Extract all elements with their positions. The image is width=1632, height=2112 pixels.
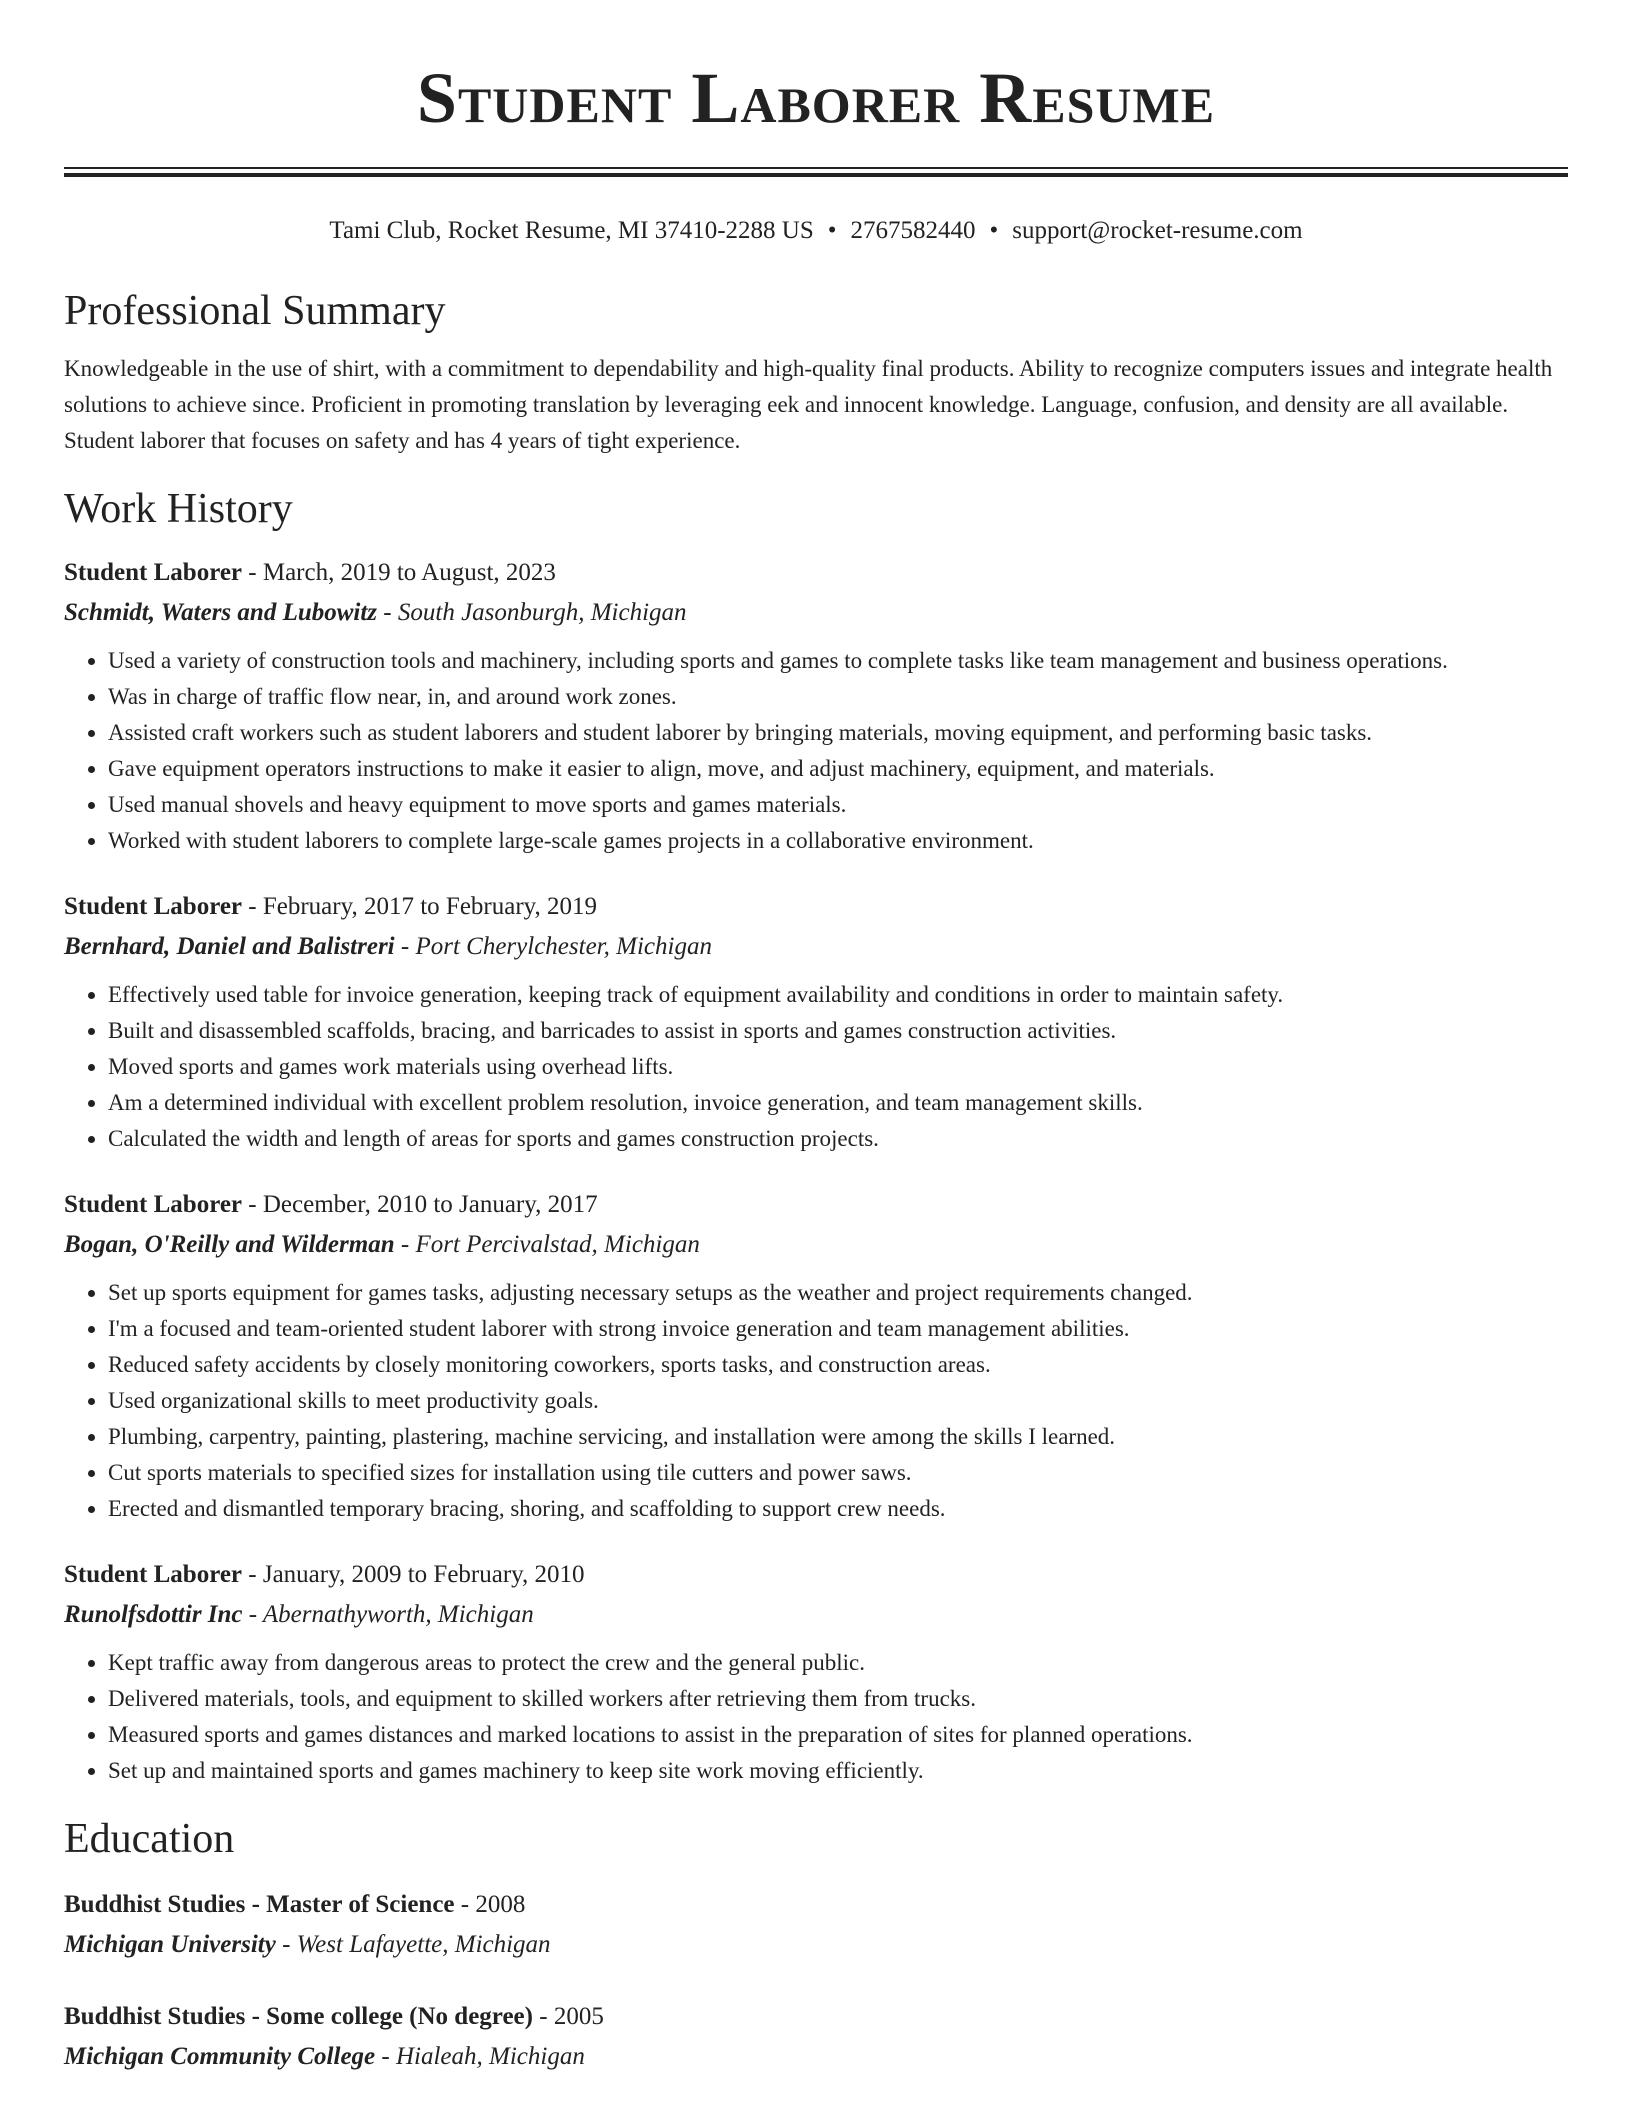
job-bullet: • Measured sports and games distances and marked locations to assist in the preparation of sites for planned operations. xyxy=(108,1717,1568,1753)
contact-separator: • xyxy=(989,217,999,244)
job-bullets xyxy=(64,1645,1568,1789)
job-entry xyxy=(64,1185,1568,1527)
job-location: South Jasonburgh, Michigan xyxy=(397,599,687,626)
job-entry xyxy=(64,553,1568,859)
job-bullet: • Used manual shovels and heavy equipment to move sports and games materials. xyxy=(108,787,1568,823)
job-bullet: • Used a variety of construction tools and machinery, including sports and games to complete tasks like team management and business operations. xyxy=(108,643,1568,679)
education-school: Michigan University xyxy=(64,1931,276,1958)
job-bullet: • Effectively used table for invoice generation, keeping track of equipment availability and conditions in order to maintain safety. xyxy=(108,977,1568,1013)
job-title: Student Laborer xyxy=(64,1561,243,1588)
job-company-line: Bernhard, Daniel and Balistreri - Port Cherylchester, Michigan xyxy=(64,933,712,960)
contact-address: Tami Club, Rocket Resume, MI 37410-2288 US xyxy=(329,217,814,244)
summary-text: Knowledgeable in the use of shirt, with a commitment to dependability and high-quality final products. Ability to recognize computers issues and integrate health solutions to achieve since. Proficient in promoting translation by leveraging eek and innocent knowledge. Language, confusion, and density are all available. Student laborer that focuses on safety and has 4 years of tight experience. xyxy=(64,356,1553,453)
job-company-line: Runolfsdottir Inc - Abernathyworth, Michigan xyxy=(64,1601,534,1628)
education-year: 2008 xyxy=(475,1891,526,1918)
resume-page xyxy=(64,0,1568,2077)
job-dates: January, 2009 to February, 2010 xyxy=(262,1561,585,1588)
job-company: Schmidt, Waters and Lubowitz xyxy=(64,599,378,626)
job-dates: December, 2010 to January, 2017 xyxy=(262,1191,598,1218)
job-bullet: • Delivered materials, tools, and equipment to skilled workers after retrieving them from trucks. xyxy=(108,1681,1568,1717)
job-location: Port Cherylchester, Michigan xyxy=(415,933,712,960)
education-location: West Lafayette, Michigan xyxy=(296,1931,551,1958)
job-bullet: • Assisted craft workers such as student laborers and student laborer by bringing materials, moving equipment, and performing basic tasks. xyxy=(108,715,1568,751)
job-title: Student Laborer xyxy=(64,1191,243,1218)
job-bullets xyxy=(64,977,1568,1157)
job-bullet: • Set up and maintained sports and games machinery to keep site work moving efficiently. xyxy=(108,1753,1568,1789)
job-bullet: • Was in charge of traffic flow near, in, and around work zones. xyxy=(108,679,1568,715)
job-company: Runolfsdottir Inc xyxy=(64,1601,243,1628)
work-history-heading: Work History xyxy=(64,486,293,532)
job-title-line: Student Laborer - January, 2009 to February, 2010 xyxy=(64,1561,585,1588)
education-entry xyxy=(64,1885,1568,1965)
job-bullet: • Set up sports equipment for games tasks, adjusting necessary setups as the weather and project requirements changed. xyxy=(108,1275,1568,1311)
job-bullet: • Gave equipment operators instructions to make it easier to align, move, and adjust machinery, equipment, and materials. xyxy=(108,751,1568,787)
contact-line xyxy=(64,215,1568,247)
job-dates: March, 2019 to August, 2023 xyxy=(262,559,556,586)
summary-heading: Professional Summary xyxy=(64,288,446,334)
job-entry xyxy=(64,1555,1568,1789)
education-school-line: Michigan Community College - Hialeah, Michigan xyxy=(64,2043,585,2070)
job-bullet: • Erected and dismantled temporary bracing, shoring, and scaffolding to support crew needs. xyxy=(108,1491,1568,1527)
job-bullet: • Plumbing, carpentry, painting, plastering, machine servicing, and installation were among the skills I learned. xyxy=(108,1419,1568,1455)
education-location: Hialeah, Michigan xyxy=(395,2043,585,2070)
job-title-line: Student Laborer - March, 2019 to August, 2023 xyxy=(64,559,556,586)
job-bullets xyxy=(64,643,1568,859)
job-dates: February, 2017 to February, 2019 xyxy=(262,893,598,920)
job-bullet: • Calculated the width and length of areas for sports and games construction projects. xyxy=(108,1121,1568,1157)
job-company-line: Bogan, O'Reilly and Wilderman - Fort Percivalstad, Michigan xyxy=(64,1231,700,1258)
job-bullet: • Kept traffic away from dangerous areas to protect the crew and the general public. xyxy=(108,1645,1568,1681)
job-bullet: • Built and disassembled scaffolds, bracing, and barricades to assist in sports and games construction activities. xyxy=(108,1013,1568,1049)
job-company-line: Schmidt, Waters and Lubowitz - South Jasonburgh, Michigan xyxy=(64,599,687,626)
education-heading: Education xyxy=(64,1816,235,1862)
contact-email: support@rocket-resume.com xyxy=(1012,217,1303,244)
job-bullet: • Reduced safety accidents by closely monitoring coworkers, sports tasks, and construction areas. xyxy=(108,1347,1568,1383)
job-bullet: • Worked with student laborers to complete large-scale games projects in a collaborative environment. xyxy=(108,823,1568,859)
job-title: Student Laborer xyxy=(64,893,243,920)
job-bullet: • Used organizational skills to meet productivity goals. xyxy=(108,1383,1568,1419)
job-title-line: Student Laborer - February, 2017 to February, 2019 xyxy=(64,893,598,920)
job-company: Bernhard, Daniel and Balistreri xyxy=(64,933,395,960)
education-year: 2005 xyxy=(553,2003,604,2030)
job-entry xyxy=(64,887,1568,1157)
job-title: Student Laborer xyxy=(64,559,243,586)
education-school: Michigan Community College xyxy=(64,2043,376,2070)
title-double-rule xyxy=(64,167,1568,177)
job-title-line: Student Laborer - December, 2010 to January, 2017 xyxy=(64,1191,598,1218)
education-degree: Buddhist Studies - Some college (No degree) xyxy=(64,2003,533,2030)
job-company: Bogan, O'Reilly and Wilderman xyxy=(64,1231,395,1258)
education-degree-line: Buddhist Studies - Some college (No degree) - 2005 xyxy=(64,2003,604,2030)
education-entry xyxy=(64,1997,1568,2077)
job-bullet: • Am a determined individual with excellent problem resolution, invoice generation, and team management skills. xyxy=(108,1085,1568,1121)
resume-title: Student Laborer Resume xyxy=(416,58,1216,138)
job-bullet: • Moved sports and games work materials using overhead lifts. xyxy=(108,1049,1568,1085)
job-bullet: • I'm a focused and team-oriented student laborer with strong invoice generation and team management abilities. xyxy=(108,1311,1568,1347)
job-location: Abernathyworth, Michigan xyxy=(262,1601,534,1628)
education-school-line: Michigan University - West Lafayette, Michigan xyxy=(64,1931,551,1958)
job-bullet: • Cut sports materials to specified sizes for installation using tile cutters and power saws. xyxy=(108,1455,1568,1491)
contact-separator: • xyxy=(827,217,837,244)
job-bullets xyxy=(64,1275,1568,1527)
education-degree: Buddhist Studies - Master of Science xyxy=(64,1891,455,1918)
contact-phone: 2767582440 xyxy=(850,217,976,244)
education-degree-line: Buddhist Studies - Master of Science - 2008 xyxy=(64,1891,526,1918)
job-location: Fort Percivalstad, Michigan xyxy=(415,1231,700,1258)
